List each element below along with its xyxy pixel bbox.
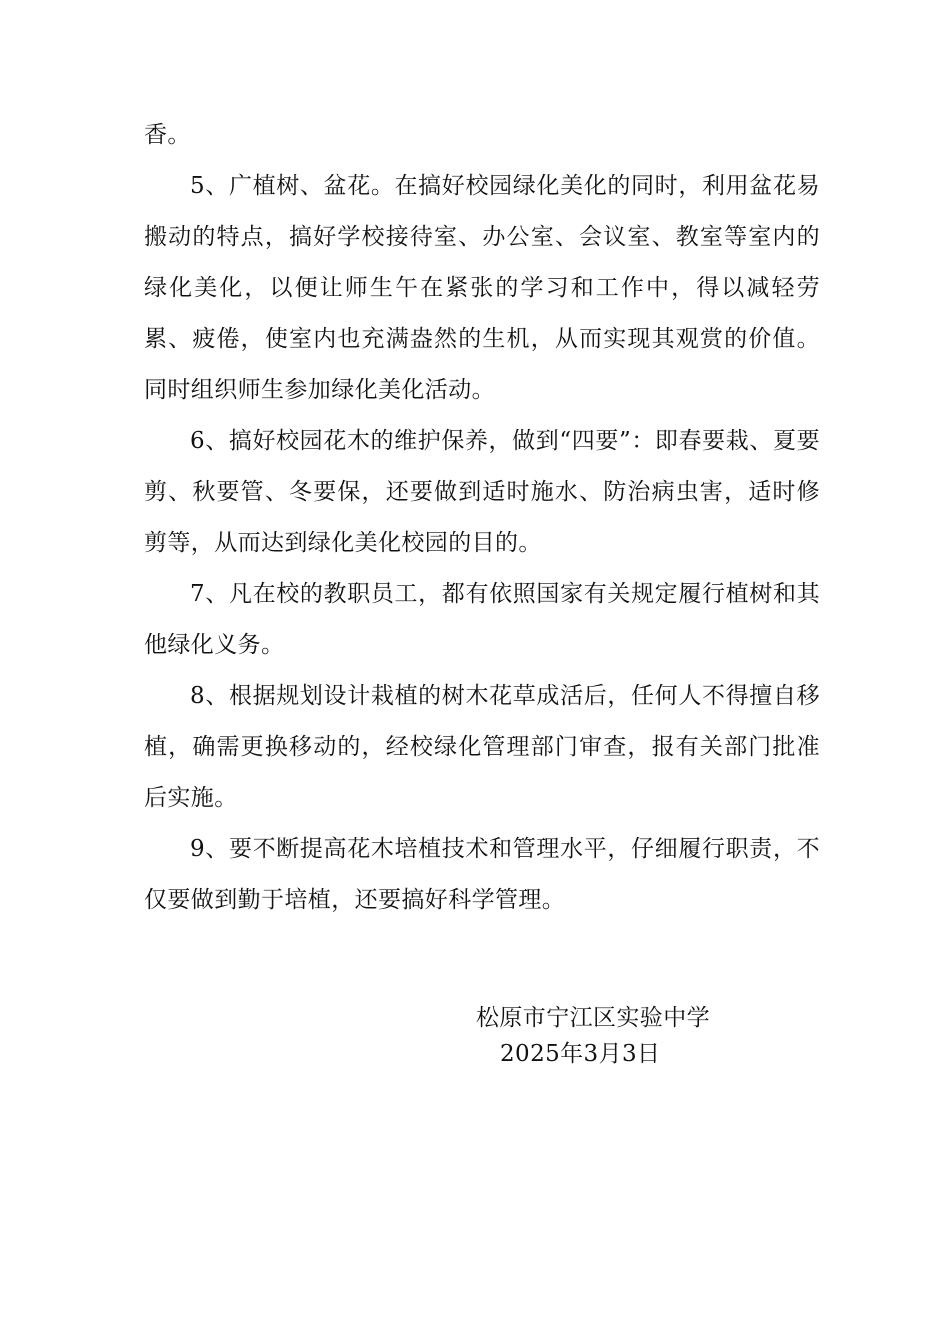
signature-block xyxy=(476,1000,776,1072)
paragraph-item-5: 5、广植树、盆花。在搞好校园绿化美化的同时，利用盆花易搬动的特点，搞好学校接待室、办公室、会议室、教室等室内的绿化美化，以便让师生午在紧张的学习和工作中，得以减轻劳累、疲倦，使室内也充满盎然的生机，从而实现其观赏的价值。同时组织师生参加绿化美化活动。 xyxy=(144,173,820,403)
document-body xyxy=(144,110,820,926)
paragraph-item-9: 9、要不断提高花木培植技术和管理水平，仔细履行职责，不仅要做到勤于培植，还要搞好科学管理。 xyxy=(144,836,820,913)
paragraph-continuation: 香。 xyxy=(144,122,191,148)
paragraph-item-7: 7、凡在校的教职员工，都有依照国家有关规定履行植树和其他绿化义务。 xyxy=(144,581,820,658)
signature-organization: 松原市宁江区实验中学 xyxy=(476,1005,710,1031)
paragraph-item-6: 6、搞好校园花木的维护保养，做到“四要”：即春要栽、夏要剪、秋要管、冬要保，还要做到适时施水、防治病虫害，适时修剪等，从而达到绿化美化校园的目的。 xyxy=(144,428,820,556)
paragraph-item-8: 8、根据规划设计栽植的树木花草成活后，任何人不得擅自移植，确需更换移动的，经校绿化管理部门审查，报有关部门批准后实施。 xyxy=(144,683,820,811)
signature-date: 2025年3月3日 xyxy=(500,1041,661,1067)
